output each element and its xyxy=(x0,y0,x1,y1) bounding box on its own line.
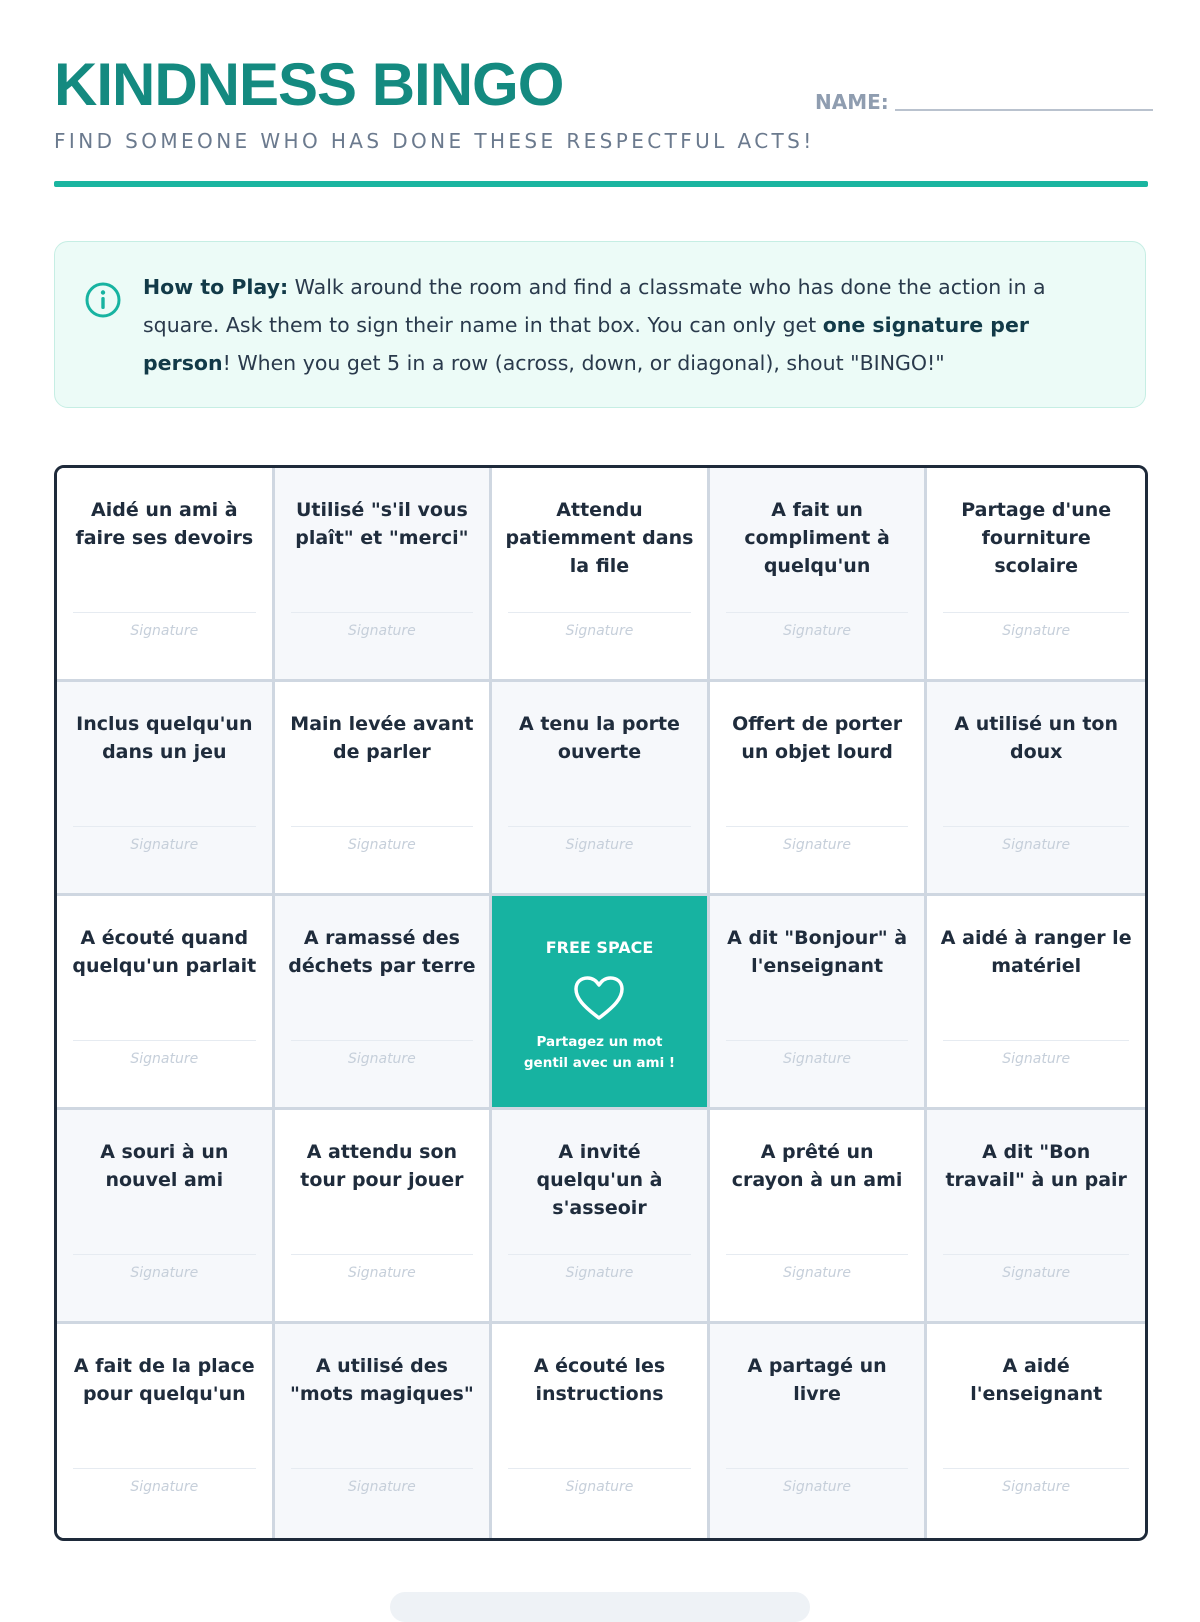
bingo-cell[interactable] xyxy=(275,896,493,1110)
signature-label: Signature xyxy=(347,837,416,853)
bingo-cell-text: A dit "Bonjour" à l'enseignant xyxy=(727,927,908,977)
footer-pill xyxy=(390,1592,810,1622)
bingo-cell[interactable] xyxy=(492,1324,710,1538)
signature-line xyxy=(508,1254,691,1255)
bingo-cell[interactable] xyxy=(927,896,1145,1110)
signature-line xyxy=(291,1254,474,1255)
signature-label: Signature xyxy=(347,1479,416,1495)
instructions-text xyxy=(143,268,1123,382)
bingo-cell[interactable] xyxy=(710,1324,928,1538)
bingo-cell-text: A tenu la porte ouverte xyxy=(519,713,680,763)
signature-label: Signature xyxy=(130,837,199,853)
signature-label: Signature xyxy=(1002,1265,1071,1281)
bingo-cell-text: Aidé un ami à faire ses devoirs xyxy=(75,499,254,549)
signature-line xyxy=(943,1040,1129,1041)
signature-line xyxy=(726,1254,909,1255)
bingo-cell[interactable] xyxy=(275,682,493,896)
signature-label: Signature xyxy=(565,1479,634,1495)
bingo-cell-text: A écouté les instructions xyxy=(533,1355,666,1405)
signature-line xyxy=(508,1468,691,1469)
bingo-cell[interactable] xyxy=(710,1110,928,1324)
bingo-cell-text: A ramassé des déchets par terre xyxy=(288,927,476,977)
bingo-cell[interactable] xyxy=(57,682,275,896)
signature-line xyxy=(73,826,256,827)
bingo-cell[interactable] xyxy=(927,682,1145,896)
signature-label: Signature xyxy=(1002,1479,1071,1495)
bingo-cell[interactable] xyxy=(57,468,275,682)
bingo-cell[interactable] xyxy=(927,1324,1145,1538)
signature-label: Signature xyxy=(130,1051,199,1067)
bingo-cell-text: Partage d'une fourniture scolaire xyxy=(961,499,1112,577)
bingo-board xyxy=(54,465,1148,1541)
signature-label: Signature xyxy=(130,1479,199,1495)
bingo-cell[interactable] xyxy=(275,1324,493,1538)
signature-label: Signature xyxy=(565,623,634,639)
signature-label: Signature xyxy=(1002,837,1071,853)
signature-line xyxy=(726,1040,909,1041)
bingo-cell-text: A attendu son tour pour jouer xyxy=(300,1141,464,1191)
bingo-cell-text: A invité quelqu'un à s'asseoir xyxy=(536,1141,663,1219)
signature-label: Signature xyxy=(783,1479,852,1495)
name-field xyxy=(815,90,1153,114)
signature-label: Signature xyxy=(565,837,634,853)
signature-line xyxy=(726,612,909,613)
info-circle-icon xyxy=(83,280,123,320)
bingo-cell[interactable] xyxy=(927,1110,1145,1324)
signature-label: Signature xyxy=(1002,623,1071,639)
bingo-cell[interactable] xyxy=(275,1110,493,1324)
signature-label: Signature xyxy=(130,1265,199,1281)
signature-label: Signature xyxy=(347,1265,416,1281)
bingo-cell-text: A partagé un livre xyxy=(747,1355,887,1405)
instructions-lead: How to Play: xyxy=(143,275,289,299)
signature-line xyxy=(291,1468,474,1469)
bingo-cell[interactable] xyxy=(492,682,710,896)
bingo-cell-text: A aidé l'enseignant xyxy=(970,1355,1103,1405)
name-line xyxy=(895,109,1153,111)
bingo-cell-text: A souri à un nouvel ami xyxy=(100,1141,229,1191)
free-space-message: Partagez un mot gentil avec un ami ! xyxy=(523,1034,676,1071)
bingo-cell-text: A utilisé un ton doux xyxy=(954,713,1118,763)
signature-line xyxy=(943,612,1129,613)
signature-label: Signature xyxy=(130,623,199,639)
instructions-part-1: Walk around the room and find a classmate who has done the action in a square. Ask them to sign their name in that box. You can only get xyxy=(143,275,1046,337)
signature-line xyxy=(726,1468,909,1469)
free-space-title: FREE SPACE xyxy=(545,938,654,957)
page-subtitle: FIND SOMEONE WHO HAS DONE THESE RESPECTFUL ACTS! xyxy=(54,129,815,153)
bingo-cell-text: Offert de porter un objet lourd xyxy=(732,713,903,763)
signature-label: Signature xyxy=(347,623,416,639)
heart-icon xyxy=(573,974,625,1022)
signature-line xyxy=(73,612,256,613)
bingo-cell-text: A utilisé des "mots magiques" xyxy=(290,1355,474,1405)
bingo-cell-text: A aidé à ranger le matériel xyxy=(940,927,1132,977)
bingo-cell[interactable] xyxy=(492,1110,710,1324)
signature-label: Signature xyxy=(783,1265,852,1281)
bingo-cell[interactable] xyxy=(57,896,275,1110)
signature-label: Signature xyxy=(783,1051,852,1067)
bingo-cell[interactable] xyxy=(710,896,928,1110)
signature-label: Signature xyxy=(783,623,852,639)
free-space-cell xyxy=(492,896,710,1110)
signature-line xyxy=(73,1040,256,1041)
bingo-cell-text: Utilisé "s'il vous plaît" et "merci" xyxy=(295,499,469,549)
bingo-cell-text: A écouté quand quelqu'un parlait xyxy=(72,927,257,977)
bingo-cell[interactable] xyxy=(57,1324,275,1538)
bingo-cell-text: A fait de la place pour quelqu'un xyxy=(73,1355,255,1405)
signature-line xyxy=(508,612,691,613)
signature-line xyxy=(73,1254,256,1255)
signature-label: Signature xyxy=(783,837,852,853)
bingo-cell[interactable] xyxy=(710,468,928,682)
bingo-cell[interactable] xyxy=(492,468,710,682)
instructions-part-2: ! When you get 5 in a row (across, down, or diagonal), shout "BINGO!" xyxy=(222,351,945,375)
signature-line xyxy=(943,1254,1129,1255)
bingo-cell-text: A prêté un crayon à un ami xyxy=(731,1141,903,1191)
bingo-cell[interactable] xyxy=(275,468,493,682)
header-divider xyxy=(54,181,1148,187)
signature-line xyxy=(291,1040,474,1041)
signature-line xyxy=(726,826,909,827)
signature-label: Signature xyxy=(565,1265,634,1281)
bingo-cell-text: Main levée avant de parler xyxy=(290,713,474,763)
signature-line xyxy=(73,1468,256,1469)
name-label: NAME: xyxy=(815,90,889,114)
bingo-cell-text: A fait un compliment à quelqu'un xyxy=(744,499,890,577)
signature-label: Signature xyxy=(1002,1051,1071,1067)
bingo-cell[interactable] xyxy=(710,682,928,896)
instructions-emphasis: one signature per person xyxy=(143,313,1029,375)
signature-line xyxy=(943,1468,1129,1469)
bingo-cell-text: Attendu patiemment dans la file xyxy=(505,499,694,577)
page-title: KINDNESS BINGO xyxy=(54,51,564,118)
bingo-cell[interactable] xyxy=(927,468,1145,682)
signature-label: Signature xyxy=(347,1051,416,1067)
bingo-cell[interactable] xyxy=(57,1110,275,1324)
bingo-cell-text: A dit "Bon travail" à un pair xyxy=(945,1141,1127,1191)
signature-line xyxy=(943,826,1129,827)
signature-line xyxy=(508,826,691,827)
signature-line xyxy=(291,826,474,827)
instructions-box xyxy=(54,241,1146,408)
bingo-cell-text: Inclus quelqu'un dans un jeu xyxy=(76,713,253,763)
signature-line xyxy=(291,612,474,613)
